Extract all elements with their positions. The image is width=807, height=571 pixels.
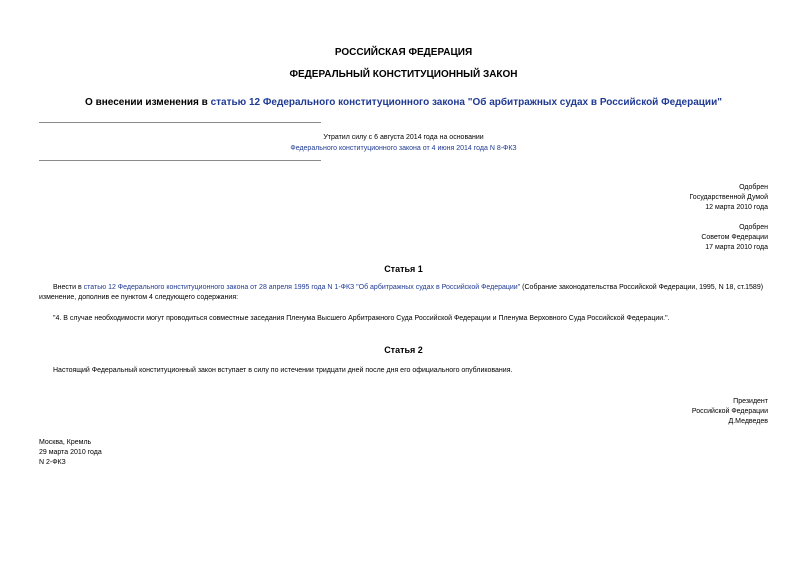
approval-date: 17 марта 2010 года: [705, 244, 768, 251]
title-article-link[interactable]: статью 12 Федерального конституционного закона "Об арбитражных судах в Российской Федерации": [210, 97, 722, 108]
repealing-law-link[interactable]: Федерального конституционного закона от 4 июня 2014 года N 8-ФКЗ: [290, 145, 517, 152]
approval-duma: [689, 183, 768, 213]
approval-body: Советом Федерации: [701, 234, 768, 241]
signature-organization: Российской Федерации: [691, 408, 768, 415]
signature-name: Д.Медведев: [728, 418, 768, 425]
approval-label: Одобрен: [739, 224, 768, 231]
approval-date: 12 марта 2010 года: [705, 204, 768, 211]
place-city: Москва, Кремль: [39, 439, 92, 446]
approval-council: [701, 223, 768, 253]
approval-body: Государственной Думой: [689, 194, 768, 201]
article-2-paragraph: Настоящий Федеральный конституционный закон вступает в силу по истечении тридцати дней после дня его официального опубликования.: [53, 367, 513, 374]
amended-law-link[interactable]: статью 12 Федерального конституционного закона от 28 апреля 1995 года N 1-ФКЗ "Об арбитражных судах в Российской Федерации": [83, 284, 521, 291]
place-date-block: [39, 438, 102, 468]
signature-block: [692, 397, 768, 427]
approval-label: Одобрен: [739, 184, 768, 191]
notice-divider-bottom: [39, 160, 321, 161]
repeal-notice: Утратил силу с 6 августа 2014 года на основании: [323, 134, 484, 141]
article-1-heading: Статья 1: [384, 264, 423, 274]
article-1-suffix: (Собрание законодательства Российской Федерации, 1995, N 18, ст.1589) изменение, дополнив ее пунктом 4 следующего содержания:: [39, 284, 764, 301]
article-2-heading: Статья 2: [384, 345, 423, 355]
article-1-paragraph-2: "4. В случае необходимости могут проводиться совместные заседания Пленума Высшего Арбитражного Суда Российской Федерации и Пленума Верховного Суда Российской Федерации.".: [53, 315, 670, 322]
law-number: N 2-ФКЗ: [39, 459, 66, 466]
document-title: [0, 97, 807, 108]
signature-title: Президент: [733, 398, 768, 405]
article-1-prefix: Внести в: [53, 284, 84, 291]
country-heading: РОССИЙСКАЯ ФЕДЕРАЦИЯ: [334, 47, 473, 58]
law-type-heading: ФЕДЕРАЛЬНЫЙ КОНСТИТУЦИОННЫЙ ЗАКОН: [289, 69, 518, 80]
notice-divider-top: [39, 122, 321, 123]
repeal-notice-link-line: [0, 145, 807, 152]
title-prefix: О внесении изменения в: [85, 97, 211, 108]
article-1-paragraph-1: [39, 283, 768, 303]
place-date: 29 марта 2010 года: [39, 449, 102, 456]
